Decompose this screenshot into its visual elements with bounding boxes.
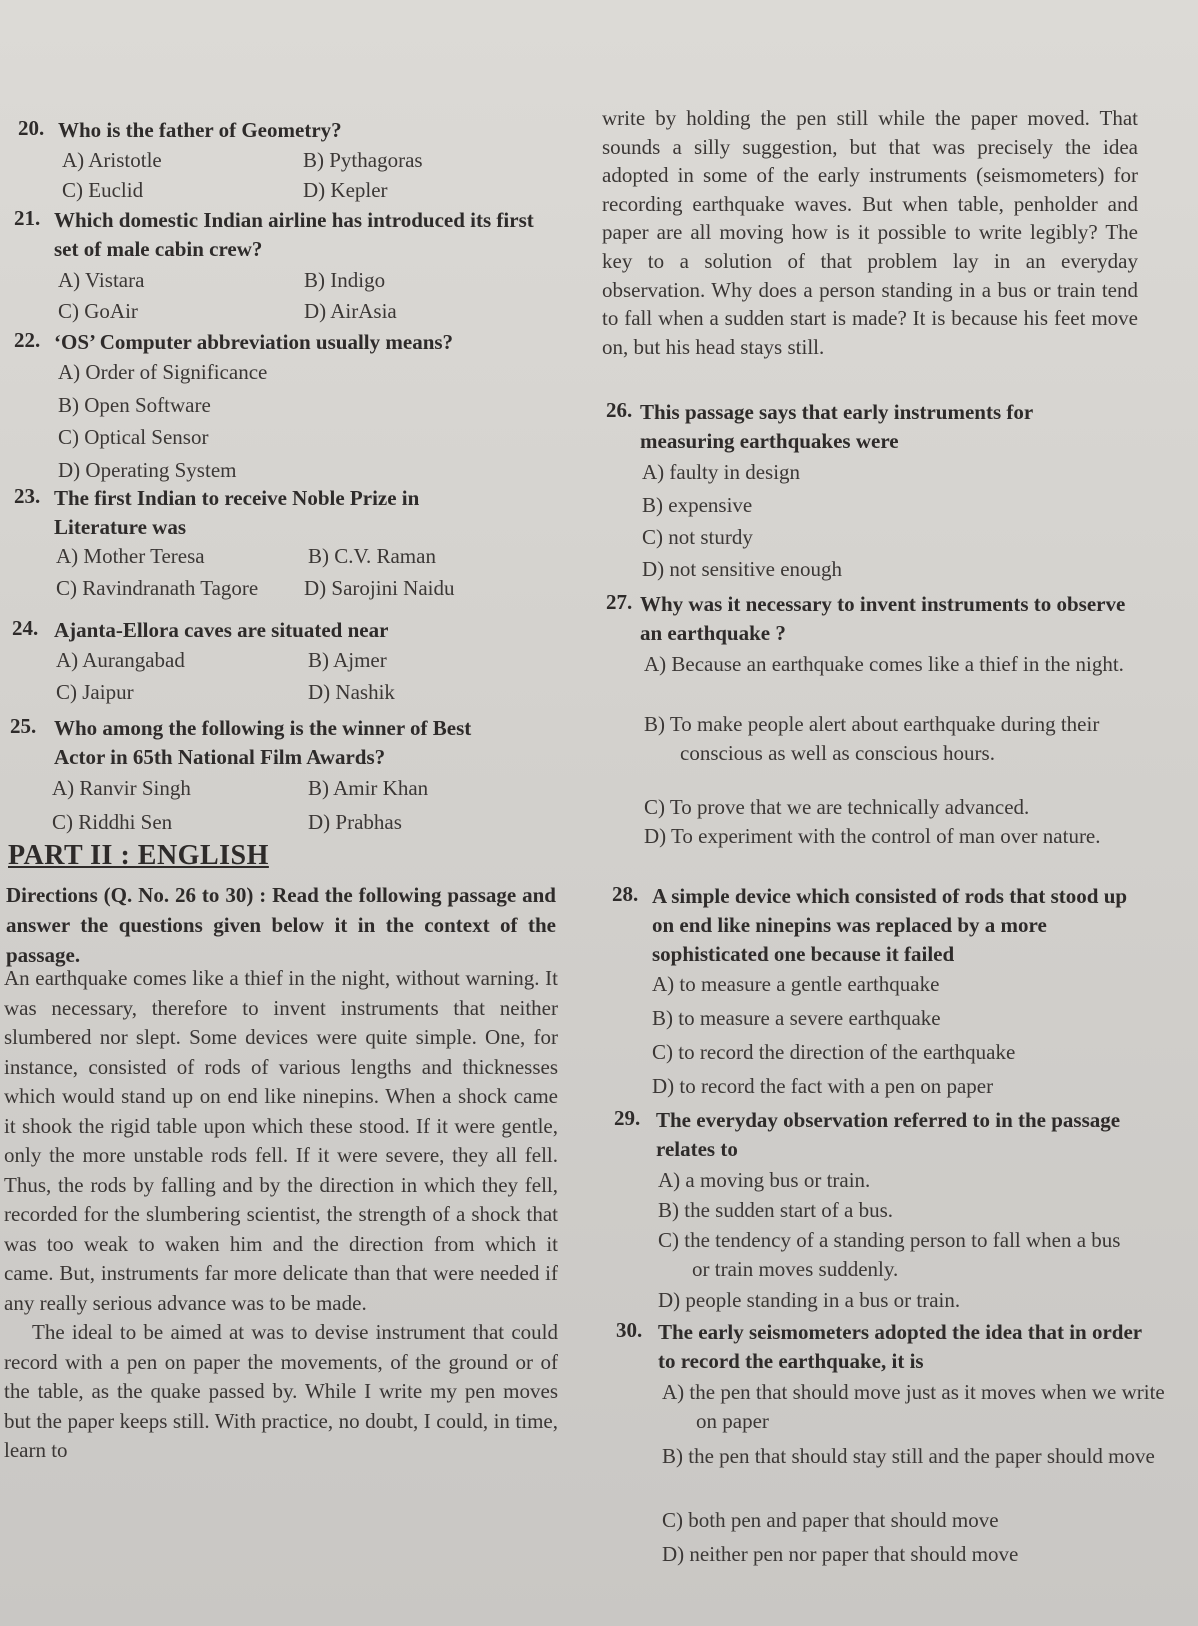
question-26	[606, 398, 1166, 590]
question-text: Ajanta-Ellora caves are situated near	[54, 618, 389, 642]
option-b: B) Ajmer	[308, 648, 387, 672]
option-d: D) Nashik	[308, 680, 395, 704]
question-number: 25.	[10, 714, 37, 738]
option-a: A) the pen that should move just as it moves when we write on paper	[662, 1380, 1165, 1433]
question-number: 28.	[612, 882, 639, 906]
question-24	[12, 616, 542, 712]
option-d: D) AirAsia	[304, 299, 397, 323]
option-c: C) Ravindranath Tagore	[56, 576, 259, 600]
option-b: B) Amir Khan	[308, 776, 429, 800]
option-b: B) Open Software	[58, 393, 211, 417]
question-text: Who among the following is the winner of Best Actor in 65th National Film Awards?	[54, 716, 472, 769]
directions: Directions (Q. No. 26 to 30) : Read the following passage and answer the questions given below it in the context of the passage.	[6, 883, 556, 967]
option-a: A) Ranvir Singh	[52, 776, 191, 800]
question-text: ‘OS’ Computer abbreviation usually means?	[54, 330, 454, 354]
question-30	[616, 1318, 1186, 1578]
part-title: PART II : ENGLISH	[8, 840, 269, 871]
option-a: A) to measure a gentle earthquake	[652, 972, 940, 996]
option-c: C) both pen and paper that should move	[662, 1508, 999, 1532]
option-c: C) To prove that we are technically advanced.	[644, 795, 1030, 819]
question-number: 27.	[606, 590, 633, 614]
question-number: 26.	[606, 398, 633, 422]
question-22	[14, 328, 544, 484]
option-d: D) Operating System	[58, 458, 237, 482]
option-b: B) the sudden start of a bus.	[658, 1198, 894, 1222]
option-c: C) Euclid	[62, 178, 144, 202]
question-28	[612, 882, 1172, 1102]
question-number: 23.	[14, 484, 41, 508]
option-d: D) neither pen nor paper that should move	[662, 1542, 1019, 1566]
option-a: A) Mother Teresa	[56, 544, 205, 568]
option-c: C) Riddhi Sen	[52, 810, 173, 834]
option-c: C) Jaipur	[56, 680, 134, 704]
option-a: A) Vistara	[58, 268, 145, 292]
question-27	[606, 590, 1166, 880]
option-d: D) To experiment with the control of man over nature.	[644, 824, 1101, 848]
question-number: 22.	[14, 328, 41, 352]
passage-continued: write by holding the pen still while the paper moved. That sounds a silly suggestion, but that was precisely the idea adopted in some of the early instruments (seismometers) for recording earthquake waves. But when table, penholder and paper are all moving how is it possible to write legibly? The key to a solution of that problem lay in an everyday observation. Why does a person standing in a bus or train tend to fall when a sudden start is made? It is because his feet move on, but his head stays still.	[602, 106, 1138, 359]
option-a: A) Aurangabad	[56, 648, 185, 672]
option-c: C) the tendency of a standing person to fall when a bus or train moves suddenly.	[658, 1228, 1121, 1281]
question-text: A simple device which consisted of rods that stood up on end like ninepins was replaced by a more sophisticated one because it failed	[652, 884, 1128, 966]
option-c: C) GoAir	[58, 299, 138, 323]
question-number: 21.	[14, 206, 41, 230]
option-b: B) the pen that should stay still and the paper should move	[662, 1444, 1155, 1468]
question-text: This passage says that early instruments for measuring earthquakes were	[640, 400, 1033, 453]
question-21	[14, 206, 544, 330]
option-d: D) people standing in a bus or train.	[658, 1288, 961, 1312]
question-number: 30.	[616, 1318, 643, 1342]
passage-paragraph-2: The ideal to be aimed at was to devise instrument that could record with a pen on paper the movements, of the ground or of the table, as the quake passed by. While I write my pen moves but the paper keeps still. With practice, no doubt, I could, in time, learn to	[4, 1320, 558, 1462]
question-25	[10, 714, 550, 838]
option-b: B) C.V. Raman	[308, 544, 436, 568]
question-text: Which domestic Indian airline has introduced its first set of male cabin crew?	[54, 208, 534, 261]
passage-paragraph-1: An earthquake comes like a thief in the night, without warning. It was necessary, therefore to invent instruments that neither slumbered nor slept. Some devices were quite simple. One, for instance, consisted of rods of various lengths and thicknesses which would stand up on end like ninepins. When a shock came it shook the rigid table upon which these stood. If it were gentle, only the more unstable rods fell. If it were severe, they all fell. Thus, the rods by falling and by the direction in which they fell, recorded for the slumbering scientist, the strength of a shock that was too weak to waken him and the direction from which it came. But, instruments far more delicate than that were needed if any really serious advance was to be made.	[4, 966, 558, 1315]
option-c: C) to record the direction of the earthquake	[652, 1040, 1016, 1064]
option-d: D) Prabhas	[308, 810, 402, 834]
question-29	[614, 1106, 1174, 1316]
option-b: B) To make people alert about earthquake during their conscious as well as conscious hours.	[644, 712, 1100, 765]
option-c: C) Optical Sensor	[58, 425, 209, 449]
question-text: Why was it necessary to invent instruments to observe an earthquake ?	[640, 592, 1126, 645]
option-d: D) to record the fact with a pen on paper	[652, 1074, 994, 1098]
option-d: D) not sensitive enough	[642, 557, 843, 581]
option-a: A) faulty in design	[642, 460, 801, 484]
option-b: B) expensive	[642, 493, 753, 517]
option-c: C) not sturdy	[642, 525, 753, 549]
question-number: 29.	[614, 1106, 641, 1130]
option-a: A) Because an earthquake comes like a thief in the night.	[644, 652, 1124, 676]
question-text: Who is the father of Geometry?	[58, 118, 342, 142]
option-a: A) Order of Significance	[58, 360, 268, 384]
question-23	[14, 484, 544, 604]
option-b: B) Pythagoras	[303, 148, 423, 172]
option-a: A) Aristotle	[62, 148, 162, 172]
question-text: The early seismometers adopted the idea that in order to record the earthquake, it is	[658, 1320, 1142, 1373]
question-20	[18, 116, 538, 212]
question-number: 20.	[18, 116, 45, 140]
option-b: B) Indigo	[304, 268, 386, 292]
question-text: The first Indian to receive Noble Prize in Literature was	[54, 486, 420, 539]
option-d: D) Kepler	[303, 178, 388, 202]
passage	[4, 964, 558, 1466]
question-number: 24.	[12, 616, 39, 640]
question-text: The everyday observation referred to in the passage relates to	[656, 1108, 1121, 1161]
option-b: B) to measure a severe earthquake	[652, 1006, 941, 1030]
option-d: D) Sarojini Naidu	[304, 576, 455, 600]
option-a: A) a moving bus or train.	[658, 1168, 871, 1192]
